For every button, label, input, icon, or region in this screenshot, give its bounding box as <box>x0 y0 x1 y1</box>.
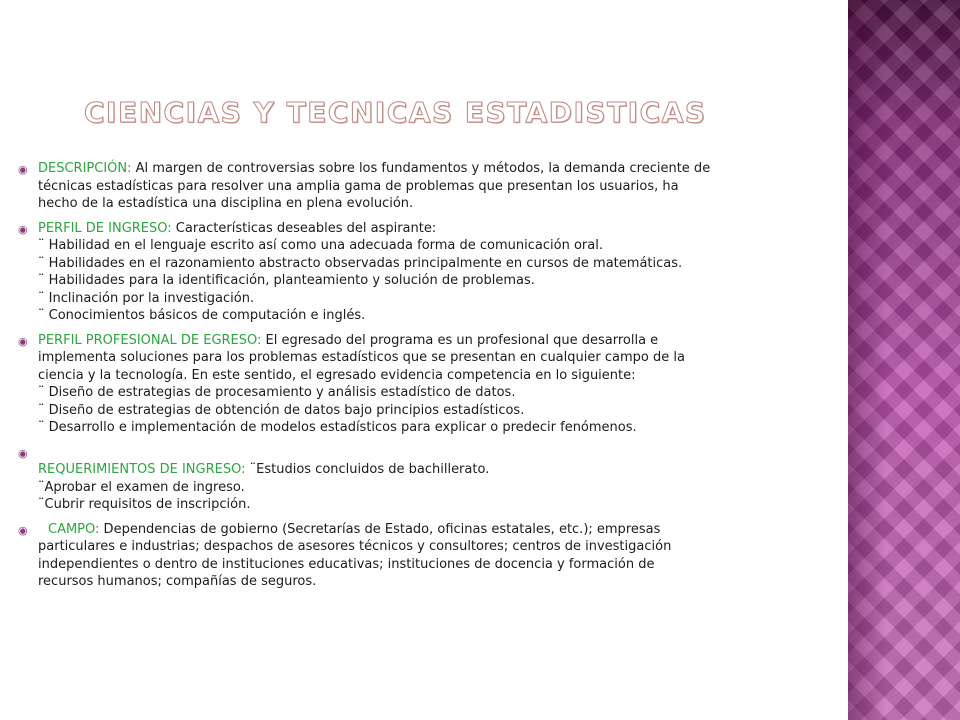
perfil-egreso-line-1 <box>38 332 818 350</box>
campo-line-3: independientes o dentro de instituciones educativas; instituciones de docencia y formación de <box>38 556 655 572</box>
campo-line-4: recursos humanos; compañías de seguros. <box>38 574 317 589</box>
perfil-egreso-line-3: ciencia y la tecnología. En este sentido, el egresado evidencia competencia en lo siguiente: <box>38 367 636 383</box>
bullet-requerimientos <box>18 444 818 514</box>
perfil-ingreso-line-1 <box>38 220 818 238</box>
bullet-circle-icon: ◉ <box>18 334 28 348</box>
slide-title: CIENCIAS Y TECNICAS ESTADISTICAS <box>84 96 707 129</box>
side-decoration-panel <box>848 0 960 720</box>
bullet-circle-icon: ◉ <box>18 222 28 236</box>
bullet-list <box>18 160 818 598</box>
requerimientos-spacer <box>38 444 818 462</box>
campo-label: CAMPO: <box>48 521 100 537</box>
bullet-perfil-ingreso <box>18 220 818 325</box>
bullet-circle-icon: ◉ <box>18 163 28 176</box>
descripcion-line-1 <box>38 160 818 178</box>
bullet-perfil-egreso <box>18 332 818 437</box>
bullet-circle-icon: ◉ <box>18 446 28 460</box>
descripcion-line-3: hecho de la estadística una disciplina en plena evolución. <box>38 196 414 211</box>
requerimientos-line-1 <box>38 461 818 479</box>
descripcion-line-2: técnicas estadísticas para resolver una amplia gama de problemas que presentan los usuarios, ha <box>38 178 679 194</box>
bullet-campo <box>18 521 818 591</box>
perfil-ingreso-item: ¨ Habilidad en el lenguaje escrito así como una adecuada forma de comunicación oral. <box>38 238 603 253</box>
requerimientos-label: REQUERIMIENTOS DE INGRESO: <box>38 462 246 477</box>
perfil-egreso-line-2: implementa soluciones para los problemas estadísticos que se presentan en cualquier campo de la <box>38 350 685 365</box>
perfil-ingreso-label: PERFIL DE INGRESO: <box>38 220 172 236</box>
requerimientos-lead: ¨Estudios concluidos de bachillerato. <box>245 462 490 477</box>
bullet-descripcion <box>18 160 818 213</box>
campo-text: Dependencias de gobierno (Secretarías de Estado, oficinas estatales, etc.); empresas <box>99 521 661 537</box>
perfil-egreso-label: PERFIL PROFESIONAL DE EGRESO: <box>38 332 262 348</box>
requerimientos-item: ¨Cubrir requisitos de inscripción. <box>38 497 251 512</box>
campo-line-2: particulares e industrias; despachos de asesores técnicos y consultores; centros de investigación <box>38 539 672 554</box>
perfil-egreso-item: ¨ Diseño de estrategias de obtención de datos bajo principios estadísticos. <box>38 402 525 418</box>
requerimientos-item: ¨Aprobar el examen de ingreso. <box>38 479 245 495</box>
perfil-ingreso-item: ¨ Habilidades para la identificación, planteamiento y solución de problemas. <box>38 273 535 288</box>
perfil-egreso-item: ¨ Desarrollo e implementación de modelos estadísticos para explicar o predecir fenómenos. <box>38 420 637 435</box>
descripcion-label: DESCRIPCIÓN: <box>38 161 132 176</box>
perfil-egreso-item: ¨ Diseño de estrategias de procesamiento y análisis estadístico de datos. <box>38 385 516 400</box>
perfil-ingreso-item: ¨ Habilidades en el razonamiento abstracto observadas principalmente en cursos de matemáticas. <box>38 255 683 271</box>
perfil-ingreso-item: ¨ Conocimientos básicos de computación e inglés. <box>38 308 366 323</box>
perfil-egreso-text: El egresado del programa es un profesional que desarrolla e <box>261 332 659 348</box>
campo-line-1 <box>38 521 818 539</box>
descripcion-text: Al margen de controversias sobre los fundamentos y métodos, la demanda creciente de <box>131 161 711 176</box>
perfil-ingreso-item: ¨ Inclinación por la investigación. <box>38 290 255 306</box>
bullet-circle-icon: ◉ <box>18 523 28 537</box>
perfil-ingreso-lead: Características deseables del aspirante: <box>171 220 437 236</box>
